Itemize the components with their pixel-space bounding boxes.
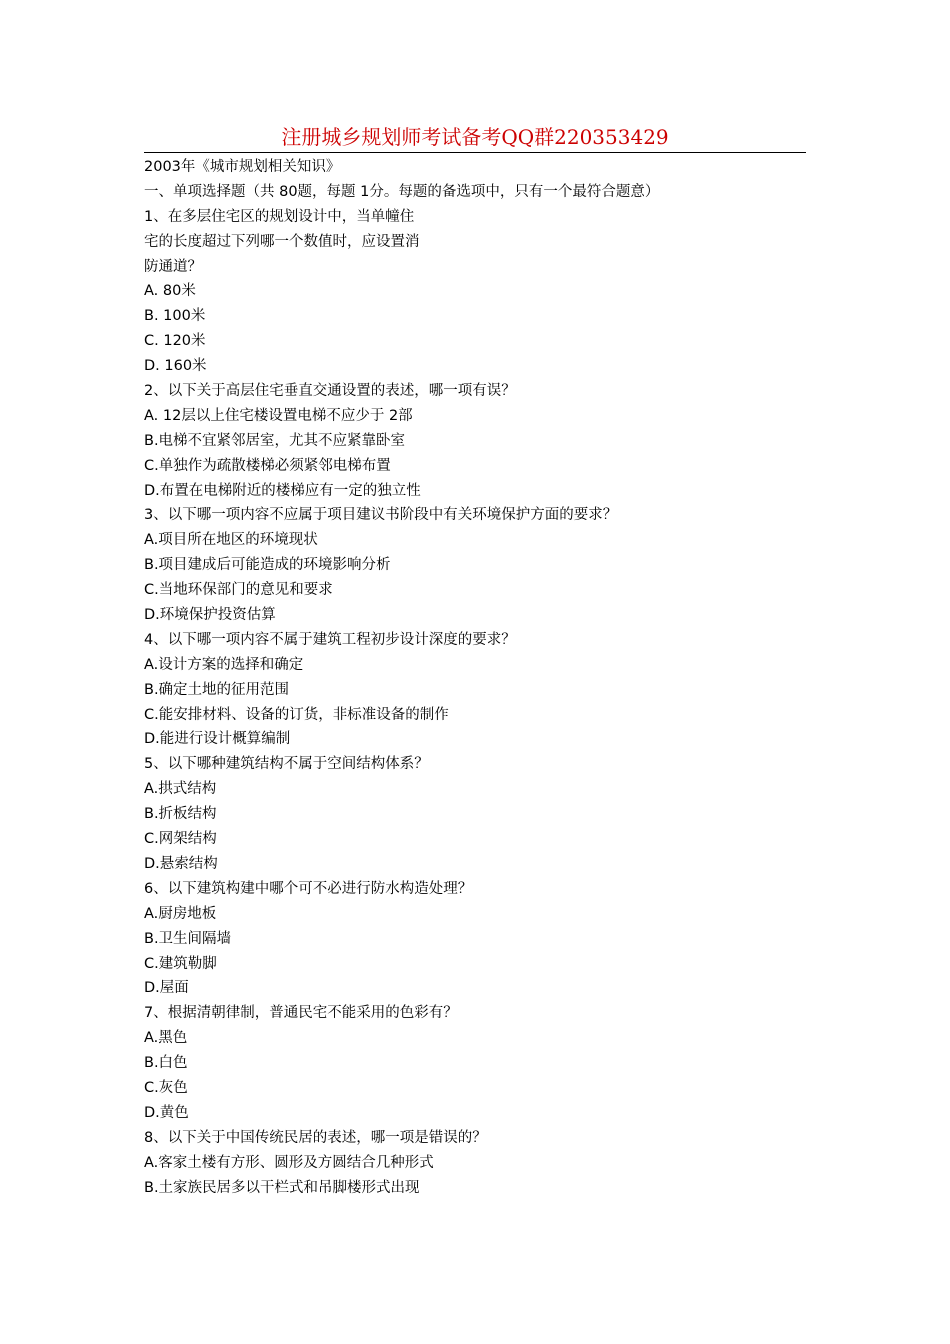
document-line: 6、以下建筑构建中哪个可不必进行防水构造处理？: [144, 880, 473, 897]
document-line: 防通道？: [144, 258, 202, 275]
document-line: A.设计方案的选择和确定: [144, 656, 304, 673]
document-line: C.单独作为疏散楼梯必须紧邻电梯布置: [144, 457, 391, 474]
document-line: C.灰色: [144, 1079, 188, 1096]
document-line: B.土家族民居多以干栏式和吊脚楼形式出现: [144, 1179, 420, 1196]
document-line: B. 100米: [144, 308, 206, 325]
document-line: A. 12层以上住宅楼设置电梯不应少于 2部: [144, 407, 413, 424]
document-line: D.悬索结构: [144, 855, 218, 872]
document-line: B.电梯不宜紧邻居室，尤其不应紧靠卧室: [144, 432, 406, 449]
document-line: 一、单项选择题（共 80题，每题 1分。每题的备选项中，只有一个最符合题意）: [144, 183, 660, 200]
document-line: 1、在多层住宅区的规划设计中，当单幢住: [144, 208, 415, 225]
document-line: 2、以下关于高层住宅垂直交通设置的表述，哪一项有误？: [144, 383, 516, 400]
page-header-title: 注册城乡规划师考试备考QQ群220353429: [281, 125, 669, 149]
document-line: 4、以下哪一项内容不属于建筑工程初步设计深度的要求？: [144, 631, 516, 648]
document-line: 2003年《城市规划相关知识》: [144, 159, 341, 175]
document-line: 8、以下关于中国传统民居的表述，哪一项是错误的？: [144, 1129, 487, 1146]
document-line: A.拱式结构: [144, 781, 217, 798]
document-line: C.建筑勒脚: [144, 955, 217, 972]
document-line: 5、以下哪种建筑结构不属于空间结构体系？: [144, 756, 429, 773]
document-line: C. 120米: [144, 333, 206, 350]
document-line: B.卫生间隔墙: [144, 930, 232, 947]
document-line: B.确定土地的征用范围: [144, 681, 290, 698]
document-line: D.布置在电梯附近的楼梯应有一定的独立性: [144, 482, 421, 499]
document-line: C.网架结构: [144, 831, 217, 848]
document-line: A.项目所在地区的环境现状: [144, 532, 318, 549]
document-line: 宅的长度超过下列哪一个数值时，应设置消: [144, 233, 420, 250]
document-line: D.黄色: [144, 1104, 189, 1121]
document-line: A.厨房地板: [144, 905, 217, 922]
document-line: B.项目建成后可能造成的环境影响分析: [144, 557, 391, 574]
document-line: D.屋面: [144, 980, 189, 997]
document-line: B.折板结构: [144, 806, 217, 823]
document-line: D.环境保护投资估算: [144, 607, 276, 624]
document-line: A.黑色: [144, 1030, 188, 1047]
document-line: A.客家土楼有方形、圆形及方圆结合几种形式: [144, 1154, 434, 1171]
document-line: C.当地环保部门的意见和要求: [144, 582, 333, 599]
header-divider: [144, 152, 806, 153]
document-line: 3、以下哪一项内容不应属于项目建议书阶段中有关环境保护方面的要求？: [144, 507, 618, 524]
document-body: [144, 155, 806, 1200]
document-line: 7、根据清朝律制，普通民宅不能采用的色彩有？: [144, 1005, 458, 1022]
document-line: D. 160米: [144, 358, 207, 375]
document-line: D.能进行设计概算编制: [144, 731, 291, 748]
document-line: A. 80米: [144, 283, 196, 300]
document-line: C.能安排材料、设备的订货，非标准设备的制作: [144, 706, 449, 723]
document-line: B.白色: [144, 1055, 188, 1072]
